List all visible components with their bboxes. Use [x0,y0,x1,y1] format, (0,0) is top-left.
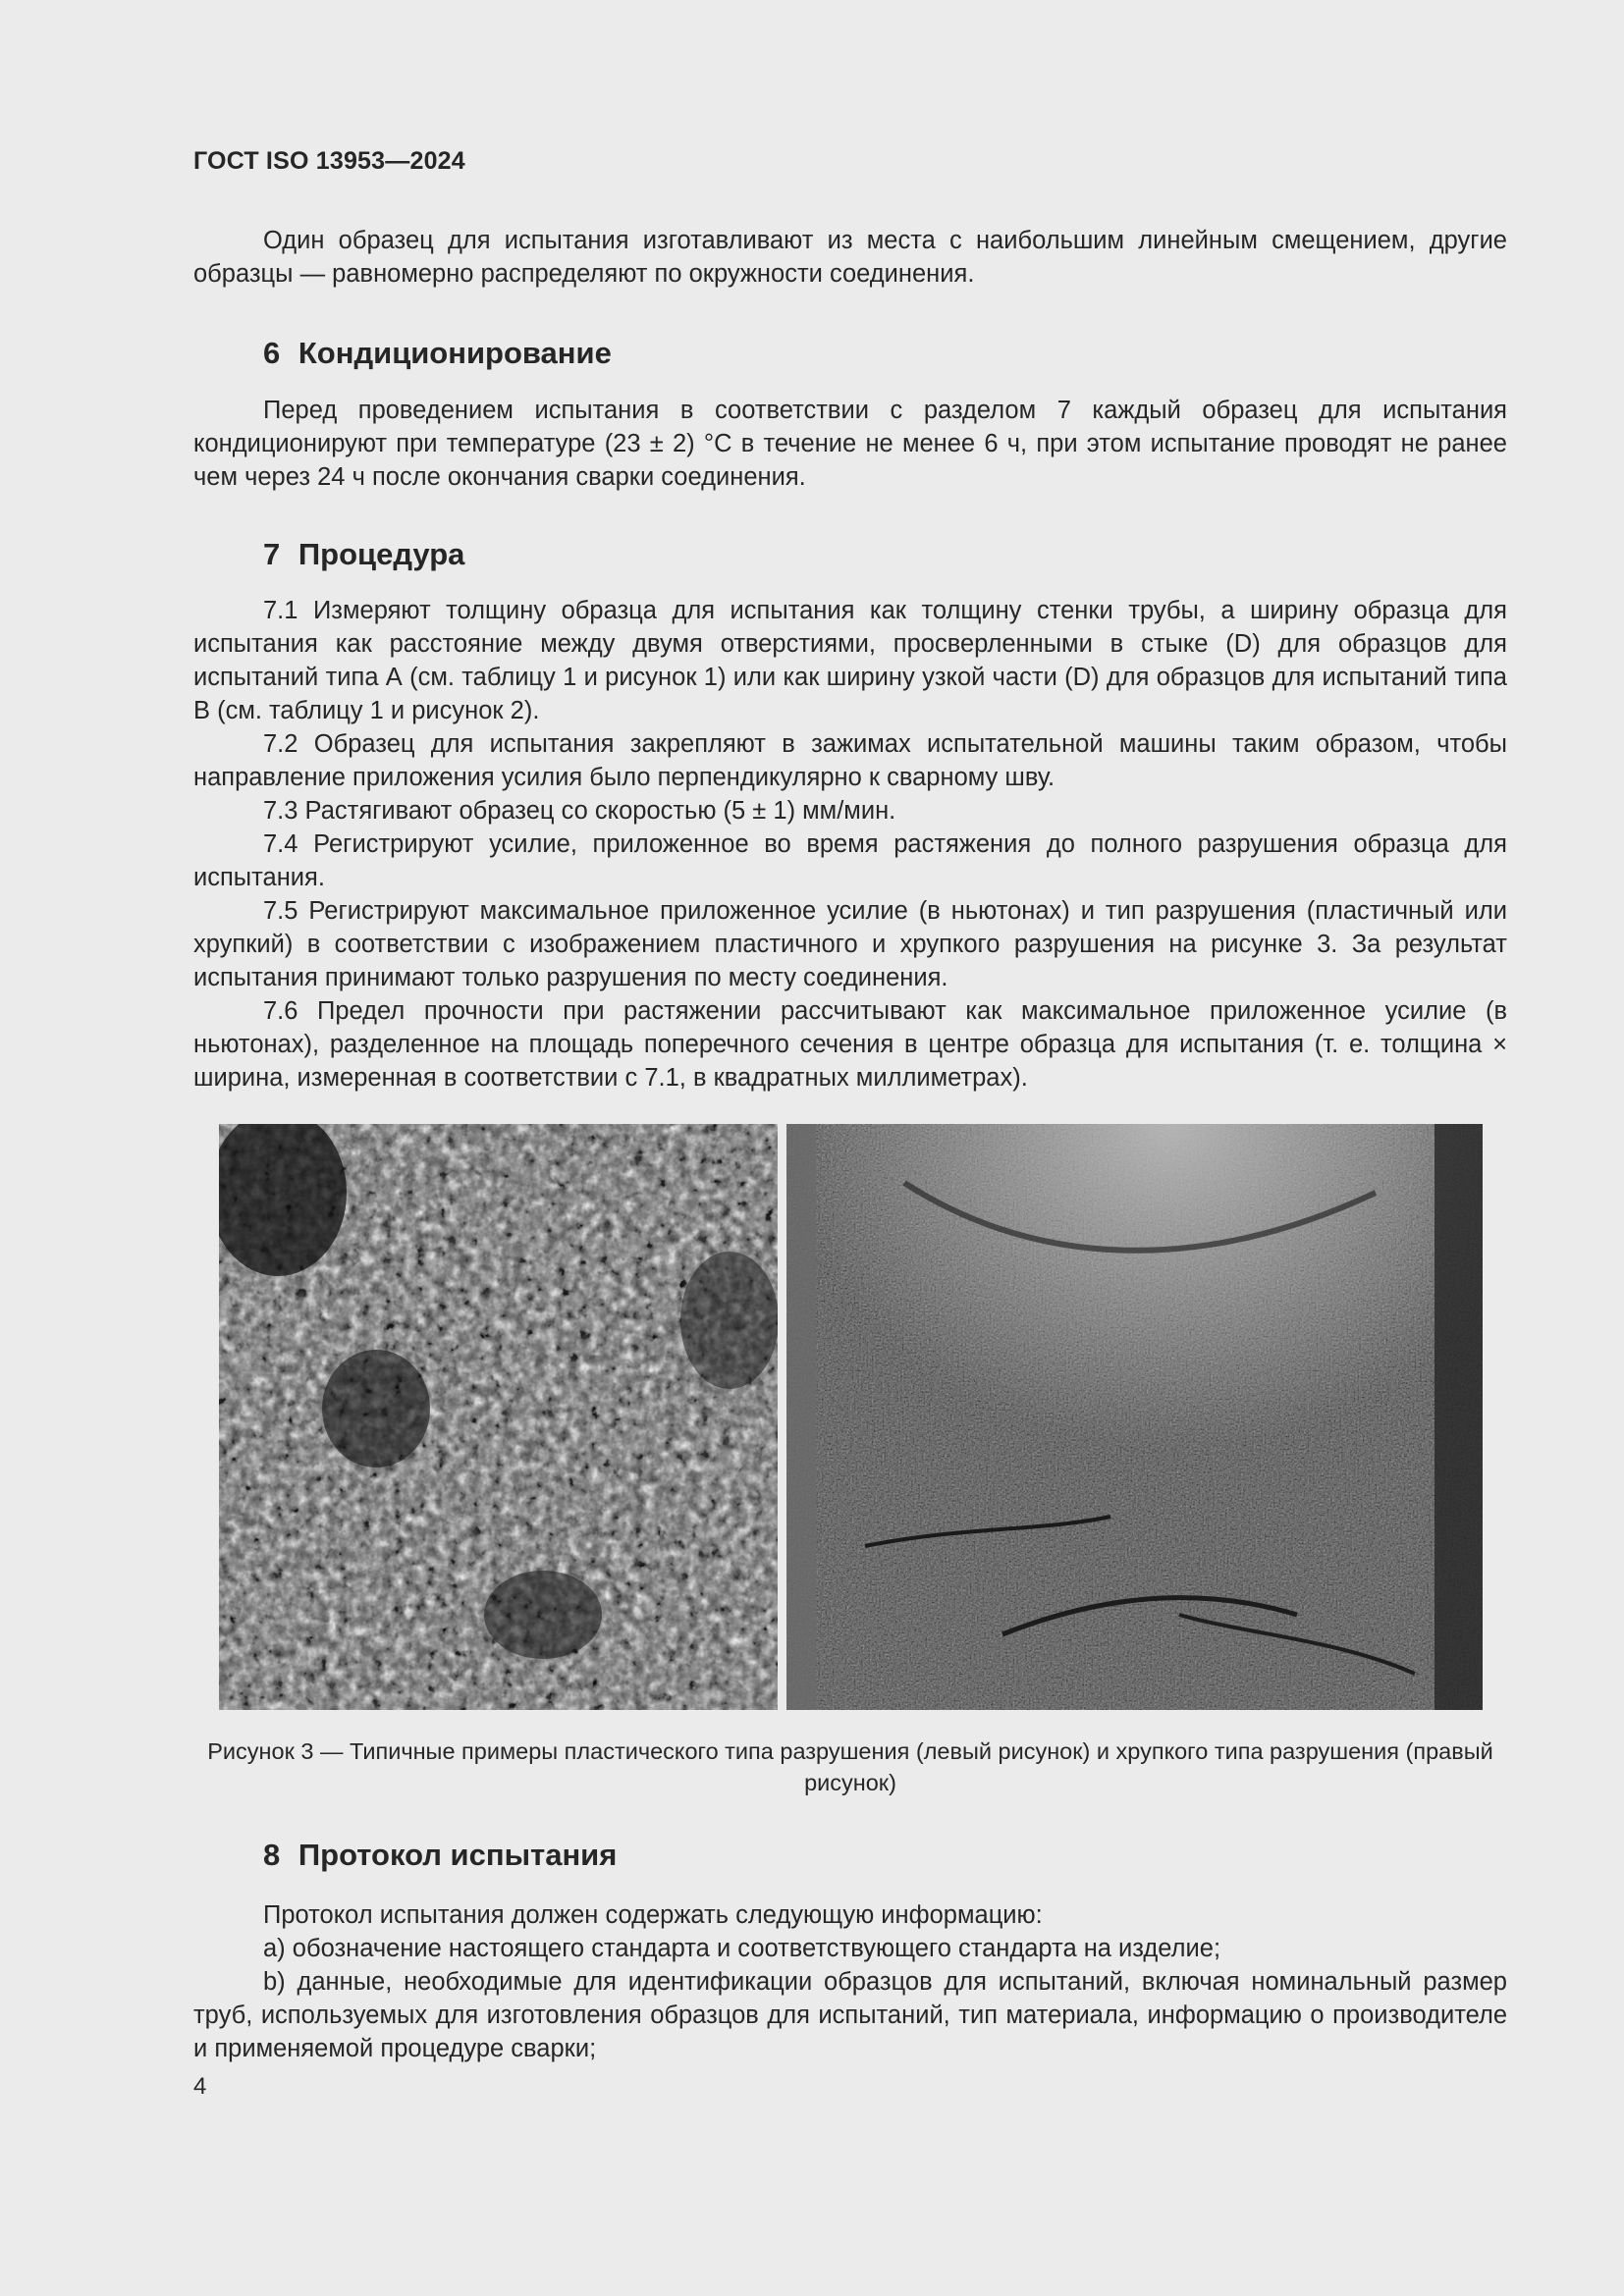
clause-7-6 [193,994,1507,1095]
clause-number: 7.6 [263,997,298,1025]
section-8-lead: Протокол испытания должен содержать следующую информацию: [263,1901,1043,1929]
list-item-label: a) [263,1935,286,1962]
section-7-title: Процедура [298,537,465,571]
clause-text: Измеряют толщину образца для испытания как толщину стенки трубы, а ширину образца для испытания как расстояние между двумя отверстиями, просверленными в стыке (D) для образцов для испытаний типа А (см. таблицу 1 и рисунок 1) или как ширину узкой части (D) для образцов для испытаний типа В (см. таблицу 1 и рисунок 2). [193,597,1507,724]
list-item-label: b) [263,1968,286,1996]
clause-7-5 [193,894,1507,994]
section-6-number: 6 [263,336,281,370]
clause-7-2 [193,727,1507,794]
figure-3-caption: Рисунок 3 — Типичные примеры пластического типа разрушения (левый рисунок) и хрупкого типа разрушения (правый рисунок) [207,1738,1493,1795]
section-8-title: Протокол испытания [298,1838,618,1872]
clause-number: 7.4 [263,830,298,858]
brittle-fracture-photo [786,1124,1483,1710]
clause-number: 7.1 [263,597,298,624]
clause-text: Образец для испытания закрепляют в зажимах испытательной машины таким образом, чтобы направление приложения усилия было перпендикулярно к сварному шву. [193,730,1507,791]
page-number: 4 [193,2073,207,2100]
clause-text: Растягивают образец со скоростью (5 ± 1) мм/мин. [304,797,896,825]
clause-7-1 [193,594,1507,727]
list-item-text: данные, необходимые для идентификации образцов для испытаний, включая номинальный размер труб, используемых для изготовления образцов для испытаний, тип материала, информацию о производителе и применяемой процедуре сварки; [193,1968,1507,2062]
intro-block [193,224,1507,291]
report-item-a [193,1932,1507,1965]
clause-text: Регистрируют максимальное приложенное усилие (в ньютонах) и тип разрушения (пластичный или хрупкий) в соответствии с изображением пластичного и хрупкого разрушения на рисунке 3. За результат испытания принимают только разрушения по месту соединения. [193,897,1507,991]
section-6-heading [263,334,612,373]
clause-text: Предел прочности при растяжении рассчитывают как максимальное приложенное усилие (в ньютонах), разделенное на площадь поперечного сечения в центре образца для испытания (т. е. толщина × ширина, измеренная в соответствии с 7.1, в квадратных миллиметрах). [193,997,1507,1092]
section-6-body [193,394,1507,494]
section-7-number: 7 [263,537,281,571]
section-6-paragraph: Перед проведением испытания в соответствии с разделом 7 каждый образец для испытания кондиционируют при температуре (23 ± 2) °С в течение не менее 6 ч, при этом испытание проводят не ранее чем через 24 ч после окончания сварки соединения. [193,397,1507,491]
section-8-number: 8 [263,1838,281,1872]
list-item-text: обозначение настоящего стандарта и соответствующего стандарта на изделие; [292,1935,1221,1962]
clause-number: 7.2 [263,730,298,758]
section-6-title: Кондиционирование [298,336,612,370]
document-code: ГОСТ ISO 13953—2024 [193,147,465,175]
figure-3 [219,1124,1483,1710]
clause-7-3 [193,794,1507,828]
clause-number: 7.3 [263,797,298,825]
clause-text: Регистрируют усилие, приложенное во время растяжения до полного разрушения образца для испытания. [193,830,1507,891]
ductile-fracture-photo [219,1124,778,1710]
intro-paragraph: Один образец для испытания изготавливают из места с наибольшим линейным смещением, другие образцы — равномерно распределяют по окружности соединения. [193,227,1507,288]
section-7-heading [263,535,464,574]
section-7-body [193,594,1507,1095]
section-8-heading [263,1836,617,1875]
section-8-body [193,1898,1507,2065]
clause-number: 7.5 [263,897,298,925]
report-item-b [193,1965,1507,2065]
clause-7-4 [193,828,1507,894]
